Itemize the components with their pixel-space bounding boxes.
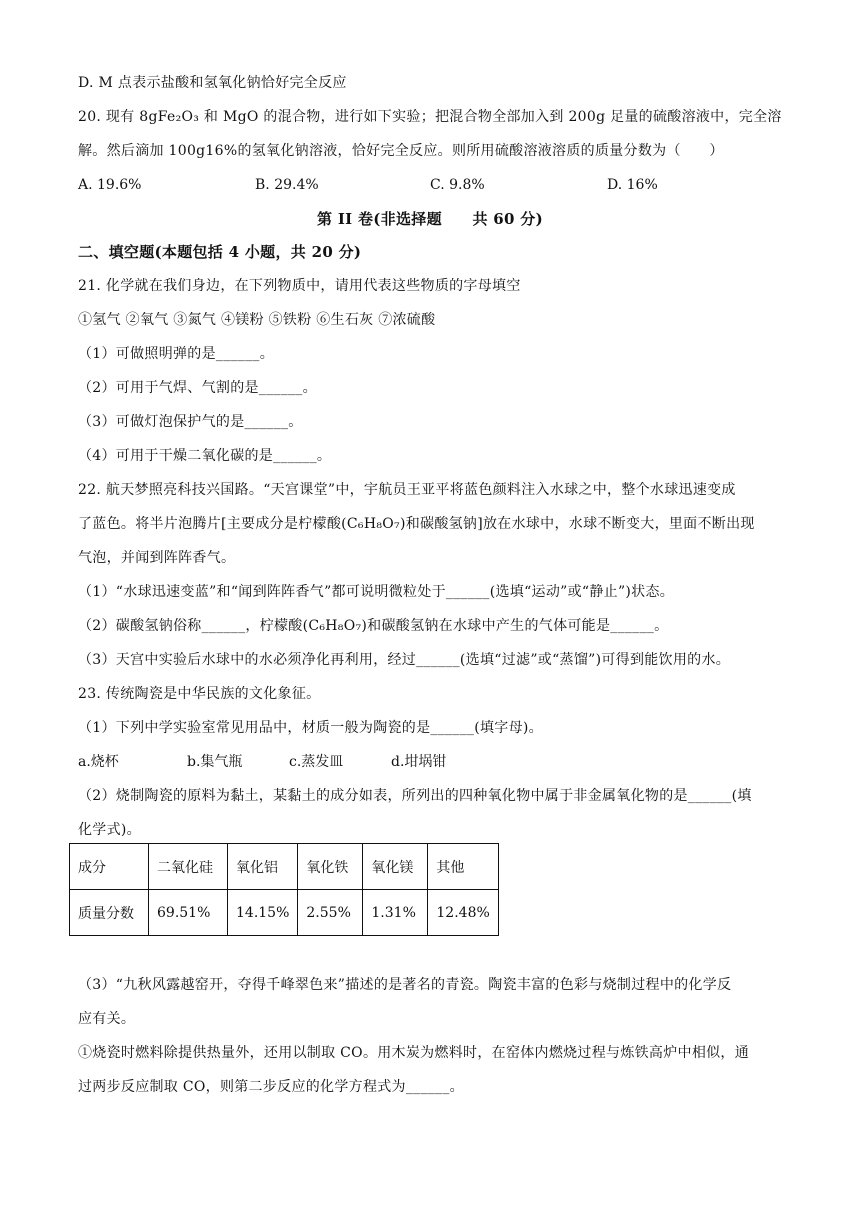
table-cell: 12.48%: [428, 890, 498, 936]
table-cell: 2.55%: [298, 890, 363, 936]
q21-substances: ①氢气 ②氧气 ③氮气 ④镁粉 ⑤铁粉 ⑥生石灰 ⑦浓硫酸: [78, 312, 436, 328]
q22-part-2: （2）碳酸氢钠俗称______，柠檬酸(C₆H₈O₇)和碳酸氢钠在水球中产生的气体可能是______。: [78, 618, 669, 634]
table-row: [70, 890, 499, 936]
q23-option-c: c.蒸发皿: [289, 754, 344, 770]
q23-option-a: a.烧杯: [78, 754, 119, 770]
table-cell: 14.15%: [228, 890, 298, 936]
q23-part-2-line2: 化学式)。: [78, 822, 141, 838]
q20-stem-line1: 20. 现有 8gFe₂O₃ 和 MgO 的混合物，进行如下实验；把混合物全部加入到 200g 足量的硫酸溶液中，完全溶: [78, 109, 782, 125]
q22-part-3: （3）天宫中实验后水球中的水必须净化再利用，经过______(选填“过滤”或“蒸馏”)可得到能饮用的水。: [78, 652, 731, 668]
table-header-row: [70, 844, 499, 890]
q21-part-1: （1）可做照明弹的是______。: [78, 346, 275, 362]
table-header-cell: 二氧化硅: [149, 844, 228, 890]
q22-stem-line2: 了蓝色。将半片泡腾片[主要成分是柠檬酸(C₆H₈O₇)和碳酸氢钠]放在水球中，水球不断变大，里面不断出现: [78, 516, 755, 532]
q21-stem: 21. 化学就在我们身边，在下列物质中，请用代表这些物质的字母填空: [78, 278, 521, 294]
table-header-cell: 其他: [428, 844, 498, 890]
q20-option-b: B. 29.4%: [255, 177, 319, 193]
q23-option-d: d.坩埚钳: [391, 754, 447, 770]
q20-option-d: D. 16%: [607, 177, 658, 193]
table-header-cell: 成分: [70, 844, 149, 890]
q23-part-2-line1: （2）烧制陶瓷的原料为黏土，某黏土的成分如表，所列出的四种氧化物中属于非金属氧化物的是______(填: [78, 788, 752, 804]
q23-part-3-sub1-line2: 过两步反应制取 CO，则第二步反应的化学方程式为______。: [78, 1079, 464, 1095]
table-cell: 质量分数: [70, 890, 149, 936]
q20-option-a: A. 19.6%: [78, 177, 142, 193]
q23-stem: 23. 传统陶瓷是中华民族的文化象征。: [78, 686, 321, 702]
q22-stem-line1: 22. 航天梦照亮科技兴国路。“天宫课堂”中，宇航员王亚平将蓝色颜料注入水球之中，整个水球迅速变成: [78, 482, 736, 498]
clay-composition-table: [69, 843, 499, 936]
q22-part-1: （1）“水球迅速变蓝”和“闻到阵阵香气”都可说明微粒处于______(选填“运动”或“静止”)状态。: [78, 584, 675, 600]
q23-option-b: b.集气瓶: [187, 754, 243, 770]
q23-part-3-line2: 应有关。: [78, 1011, 136, 1027]
q20-option-c: C. 9.8%: [430, 177, 485, 193]
q19-option-d: D. M 点表示盐酸和氢氧化钠恰好完全反应: [78, 75, 347, 91]
q21-part-2: （2）可用于气焊、气割的是______。: [78, 380, 317, 396]
table-header-cell: 氧化铝: [228, 844, 298, 890]
q22-stem-line3: 气泡，并闻到阵阵香气。: [78, 550, 236, 566]
q23-part-3-line1: （3）“九秋风露越窑开，夺得千峰翠色来”描述的是著名的青瓷。陶瓷丰富的色彩与烧制过程中的化学反: [78, 977, 732, 993]
table-header-cell: 氧化镁: [363, 844, 428, 890]
part2-title: 第 II 卷(非选择题 共 60 分): [317, 210, 543, 228]
q20-stem-line2: 解。然后滴加 100g16%的氢氧化钠溶液，恰好完全反应。则所用硫酸溶液溶质的质量分数为（ ）: [78, 143, 724, 159]
table-cell: 1.31%: [363, 890, 428, 936]
q21-part-4: （4）可用于干燥二氧化碳的是______。: [78, 448, 332, 464]
table-header-cell: 氧化铁: [298, 844, 363, 890]
section-title: 二、填空题(本题包括 4 小题，共 20 分): [78, 243, 362, 261]
q23-part-3-sub1-line1: ①烧瓷时燃料除提供热量外，还用以制取 CO。用木炭为燃料时，在窑体内燃烧过程与炼铁高炉中相似，通: [78, 1045, 750, 1061]
q23-part-1: （1）下列中学实验室常见用品中，材质一般为陶瓷的是______(填字母)。: [78, 720, 543, 736]
q21-part-3: （3）可做灯泡保护气的是______。: [78, 414, 303, 430]
table-cell: 69.51%: [149, 890, 228, 936]
